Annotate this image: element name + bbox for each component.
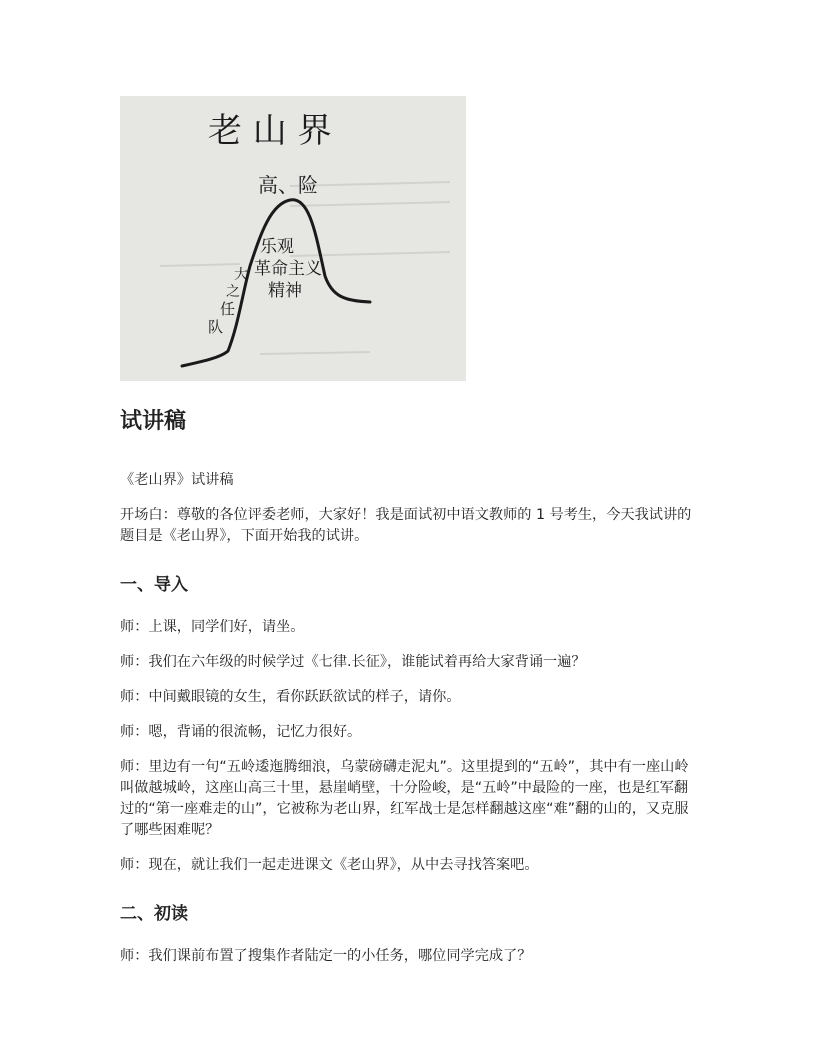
document-body bbox=[120, 400, 700, 981]
opening-paragraph: 开场白：尊敬的各位评委老师，大家好！我是面试初中语文教师的 1 号考生，今天我试讲的题目是《老山界》，下面开始我的试讲。 bbox=[120, 507, 692, 544]
paragraph: 师：里边有一句“五岭逶迤腾细浪，乌蒙磅礴走泥丸”。这里提到的“五岭”，其中有一座山岭叫做越城岭，这座山高三十里，悬崖峭壁，十分险峻，是“五岭”中最险的一座，也是红军翻过的“第一座难走的山”，它被称为老山界，红军战士是怎样翻越这座“难”翻的山的，又克服了哪些困难呢？ bbox=[120, 759, 689, 838]
peak-label: 高、险 bbox=[258, 173, 318, 197]
mountain-sketch bbox=[120, 96, 466, 381]
slope-char-2: 之 bbox=[226, 284, 240, 300]
slope-char-1: 大 bbox=[234, 267, 248, 283]
spirit-line-1: 乐观 bbox=[260, 237, 294, 257]
paragraph: 师：嗯，背诵的很流畅，记忆力很好。 bbox=[120, 724, 362, 740]
section-heading-first-reading: 二、初读 bbox=[120, 904, 188, 924]
spirit-line-2: 革命主义 bbox=[254, 259, 322, 279]
document-title: 试讲稿 bbox=[120, 409, 187, 434]
paragraph: 师：中间戴眼镜的女生，看你跃跃欲试的样子，请你。 bbox=[120, 689, 461, 705]
photo-title: 老 山 界 bbox=[208, 111, 332, 151]
paragraph: 师：我们在六年级的时候学过《七律.长征》，谁能试着再给大家背诵一遍？ bbox=[120, 654, 586, 670]
paragraph: 师：现在，就让我们一起走进课文《老山界》，从中去寻找答案吧。 bbox=[120, 857, 539, 873]
slope-char-3: 任 bbox=[220, 300, 236, 318]
slope-char-4: 队 bbox=[208, 318, 224, 336]
subtitle-paragraph: 《老山界》试讲稿 bbox=[120, 472, 234, 488]
spirit-line-3: 精神 bbox=[268, 281, 302, 301]
section-heading-intro: 一、导入 bbox=[120, 575, 188, 595]
paragraph: 师：上课，同学们好，请坐。 bbox=[120, 619, 305, 635]
handwritten-diagram-photo bbox=[120, 96, 466, 381]
paragraph: 师：我们课前布置了搜集作者陆定一的小任务，哪位同学完成了？ bbox=[120, 948, 532, 964]
